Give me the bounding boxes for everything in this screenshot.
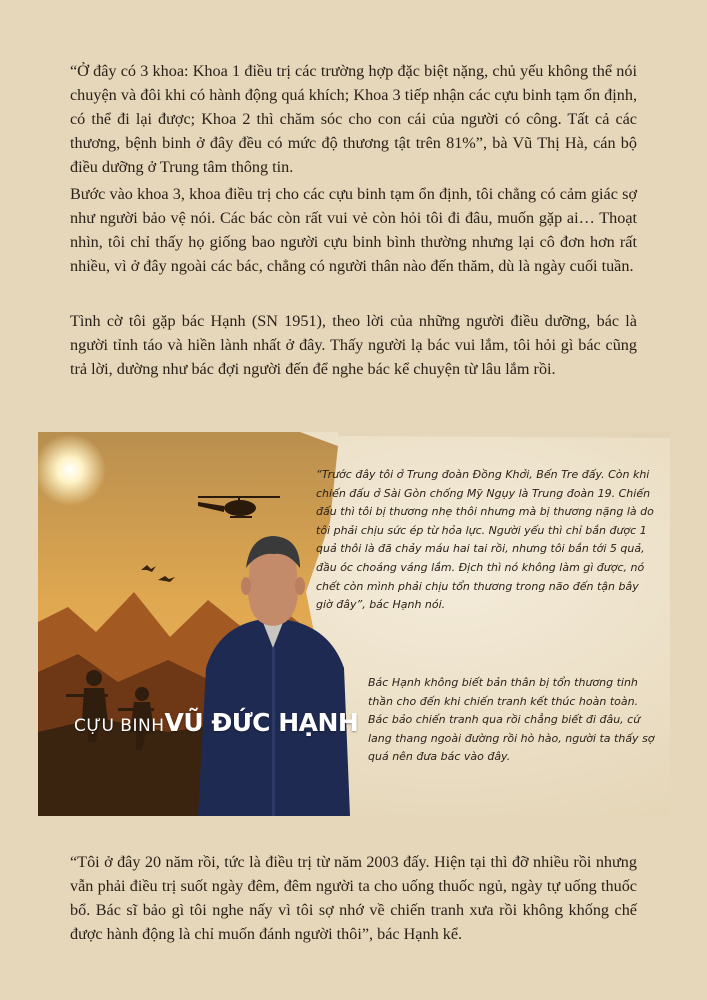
feature-graphic [38,432,670,816]
caption-prefix: CỰU BINH [74,716,165,736]
feature-quote-2: Bác Hạnh không biết bản thân bị tổn thương tinh thần cho đến khi chiến tranh kết thúc hoàn toàn. Bác bảo chiến tranh qua rồi chẳng biết đi đâu, cứ lang thang ngoài đường rồi hò hào, người ta thấy sợ quá nên đưa bác vào đây. [368,676,655,764]
article-paragraph-2: Bước vào khoa 3, khoa điều trị cho các cựu binh tạm ổn định, tôi chẳng có cảm giác sợ như người bảo vệ nói. Các bác còn rất vui vẻ còn hỏi tôi đi đâu, muốn gặp ai… Thoạt nhìn, tôi chỉ thấy họ giống bao người cựu binh bình thường nhưng lại cô đơn hơn rất nhiều, vì ở đây ngoài các bác, chẳng có người thân nào đến thăm, dù là ngày cuối tuần. [70,185,637,275]
article-paragraph-3: Tình cờ tôi gặp bác Hạnh (SN 1951), theo lời của những người điều dưỡng, bác là người tỉnh táo và hiền lành nhất ở đây. Thấy người lạ bác vui lắm, tôi hỏi gì bác cũng trả lời, dường như bác đợi người đến để nghe bác kể chuyện từ lâu lắm rồi. [70,312,637,378]
feature-quote-1: “Trước đây tôi ở Trung đoàn Đồng Khởi, Bến Tre đấy. Còn khi chiến đấu ở Sài Gòn chống Mỹ Ngụy là Trung đoàn 19. Chiến đấu thì tôi bị thương nhẹ thôi nhưng mà bị thương nặng là do tôi phải chịu sức ép từ hỏa lực. Người yếu thì chỉ bắn được 1 quả thôi là đã chảy máu hai tai rồi, nhưng tôi bắn tới 5 quả, đầu óc choáng váng lắm. Địch thì nó không làm gì được, nó chết còn mình phải chịu tổn thương trong não đến tận bây giờ đây”, bác Hạnh nói. [316,468,654,612]
article-paragraph-4: “Tôi ở đây 20 năm rồi, tức là điều trị từ năm 2003 đấy. Hiện tại thì đỡ nhiều rồi nhưng vẫn phải điều trị suốt ngày đêm, đêm người ta cho uống thuốc ngủ, ngày tự uống thuốc bổ. Bác sĩ bảo gì tôi nghe nấy vì tôi sợ nhớ về chiến tranh xưa rồi không khống chế được hành động là chỉ muốn đánh người thôi”, bác Hạnh kể. [70,853,637,943]
article-paragraph-1: “Ở đây có 3 khoa: Khoa 1 điều trị các trường hợp đặc biệt nặng, chủ yếu không thể nói chuyện và đôi khi có hành động quá khích; Khoa 3 tiếp nhận các cựu binh tạm ổn định, có thể đi lại được; Khoa 2 thì chăm sóc cho con cái của người có công. Tất cả các thương, bệnh binh ở đây đều có mức độ thương tật trên 81%”, bà Vũ Thị Hà, cán bộ điều dưỡng ở Trung tâm thông tin. [70,62,637,176]
caption-name: VŨ ĐỨC HẠNH [164,708,359,737]
feature-caption [74,708,358,737]
